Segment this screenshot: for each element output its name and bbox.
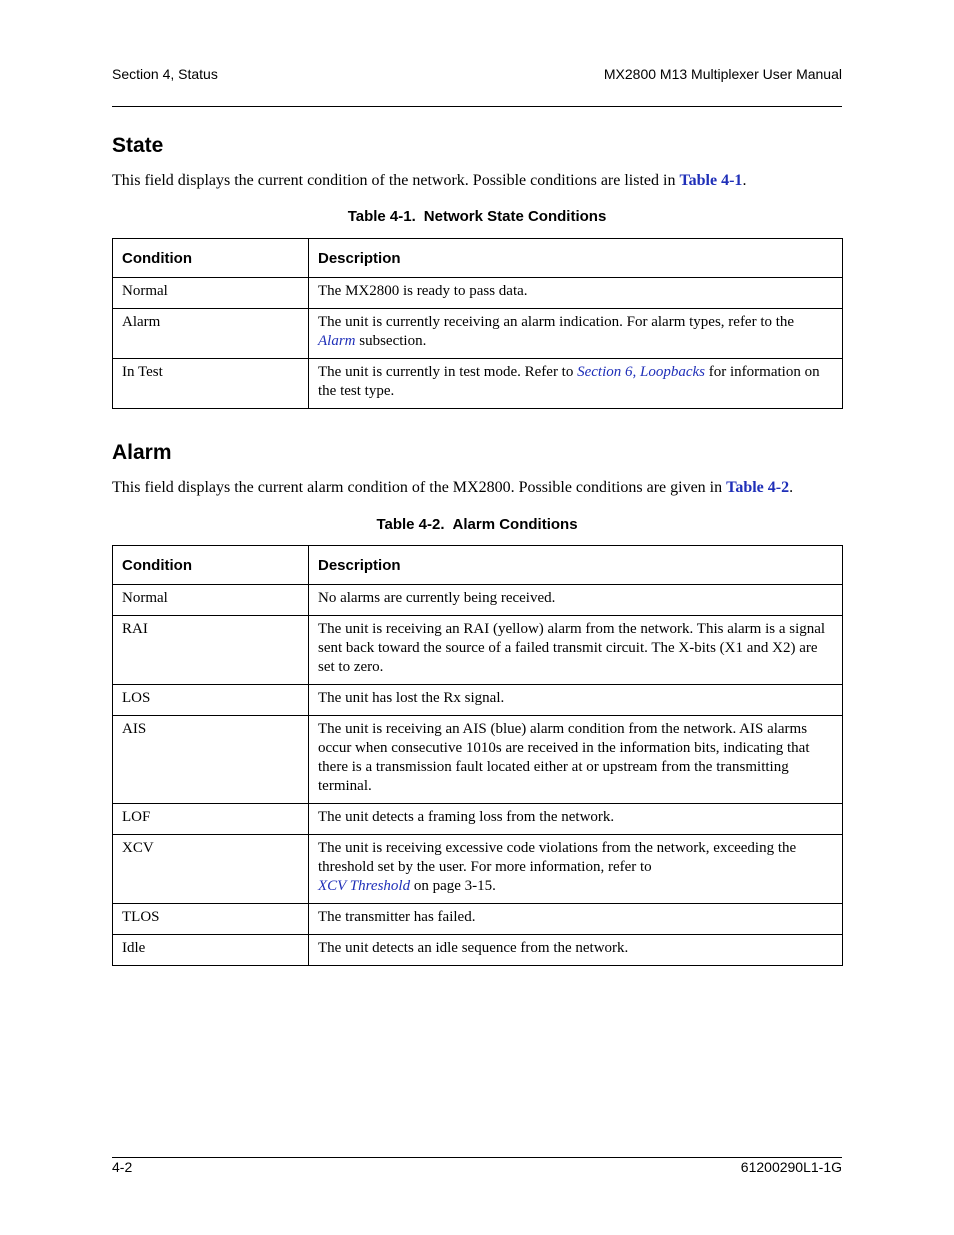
table-header-row: [113, 546, 843, 585]
xcv-threshold-link[interactable]: XCV Threshold: [318, 878, 411, 894]
condition-cell: Idle: [113, 935, 309, 966]
description-cell: The transmitter has failed.: [309, 904, 843, 935]
header-rule: [112, 106, 842, 107]
loopbacks-link[interactable]: Section 6, Loopbacks: [577, 364, 706, 380]
description-cell: The unit detects a framing loss from the network.: [309, 804, 843, 835]
table-row: [113, 616, 843, 685]
condition-cell: RAI: [113, 616, 309, 685]
description-text: The unit is currently receiving an alarm indication. For alarm types, refer to the: [318, 314, 795, 330]
table-row: [113, 359, 843, 409]
table-row: [113, 685, 843, 716]
alarm-link[interactable]: Alarm: [318, 333, 356, 349]
header-manual-title: MX2800 M13 Multiplexer User Manual: [603, 66, 842, 82]
state-intro-text: This field displays the current condition of the network. Possible conditions are listed in: [112, 172, 680, 189]
page-number: 4-2: [112, 1159, 133, 1175]
description-cell: [309, 309, 843, 359]
condition-cell: Normal: [113, 585, 309, 616]
condition-cell: LOF: [113, 804, 309, 835]
header-section: Section 4, Status: [112, 66, 218, 82]
description-cell: The unit detects an idle sequence from the network.: [309, 935, 843, 966]
condition-cell: In Test: [113, 359, 309, 409]
description-cell: [309, 835, 843, 904]
col-description: Description: [309, 239, 843, 278]
page-footer: [112, 1159, 842, 1177]
footer-rule: [112, 1157, 842, 1158]
description-cell: The unit is receiving an AIS (blue) alarm condition from the network. AIS alarms occur when consecutive 1010s are received in the information bits, indicating that there is a transmission fault located either at or upstream from the transmitting terminal.: [309, 716, 843, 804]
col-description: Description: [309, 546, 843, 585]
table-4-2-link[interactable]: Table 4-2: [726, 479, 790, 496]
state-intro: [112, 171, 842, 191]
description-cell: The unit is receiving an RAI (yellow) alarm from the network. This alarm is a signal sent back toward the source of a failed transmit circuit. The X-bits (X1 and X2) are set to zero.: [309, 616, 843, 685]
condition-cell: TLOS: [113, 904, 309, 935]
col-condition: Condition: [113, 546, 309, 585]
table-4-1-caption: [112, 208, 842, 225]
table-row: [113, 904, 843, 935]
description-text: on page 3-15.: [410, 878, 496, 894]
condition-cell: Normal: [113, 278, 309, 309]
description-text: The unit is currently in test mode. Refer to: [318, 364, 578, 380]
alarm-intro-end: .: [789, 479, 794, 496]
table-4-2-number: Table 4-2.: [376, 516, 445, 533]
table-row: [113, 804, 843, 835]
alarm-heading: Alarm: [112, 441, 172, 464]
page-header: [112, 66, 842, 84]
table-4-1-link[interactable]: Table 4-1: [679, 172, 743, 189]
state-heading: State: [112, 134, 164, 157]
table-row: [113, 309, 843, 359]
document-number: 61200290L1-1G: [740, 1159, 842, 1175]
table-4-2-caption: [112, 516, 842, 533]
condition-cell: XCV: [113, 835, 309, 904]
condition-cell: AIS: [113, 716, 309, 804]
table-row: [113, 716, 843, 804]
condition-cell: Alarm: [113, 309, 309, 359]
description-text: subsection.: [355, 333, 427, 349]
network-state-table: [112, 238, 843, 409]
description-cell: The unit has lost the Rx signal.: [309, 685, 843, 716]
description-text: The unit is receiving excessive code violations from the network, exceeding the threshold set by the user. For more information, refer to: [318, 840, 797, 875]
col-condition: Condition: [113, 239, 309, 278]
table-row: [113, 935, 843, 966]
alarm-conditions-table: [112, 545, 843, 966]
description-cell: The MX2800 is ready to pass data.: [309, 278, 843, 309]
condition-cell: LOS: [113, 685, 309, 716]
alarm-intro-text: This field displays the current alarm condition of the MX2800. Possible conditions are given in: [112, 479, 727, 496]
description-cell: No alarms are currently being received.: [309, 585, 843, 616]
description-cell: [309, 359, 843, 409]
table-row: [113, 585, 843, 616]
description-text: for information on the test type.: [318, 364, 820, 399]
table-4-1-title: Network State Conditions: [423, 208, 607, 225]
state-intro-end: .: [742, 172, 747, 189]
table-row: [113, 278, 843, 309]
table-4-1-number: Table 4-1.: [347, 208, 416, 225]
alarm-intro: [112, 478, 842, 498]
table-4-2-title: Alarm Conditions: [452, 516, 578, 533]
table-row: [113, 835, 843, 904]
table-header-row: [113, 239, 843, 278]
